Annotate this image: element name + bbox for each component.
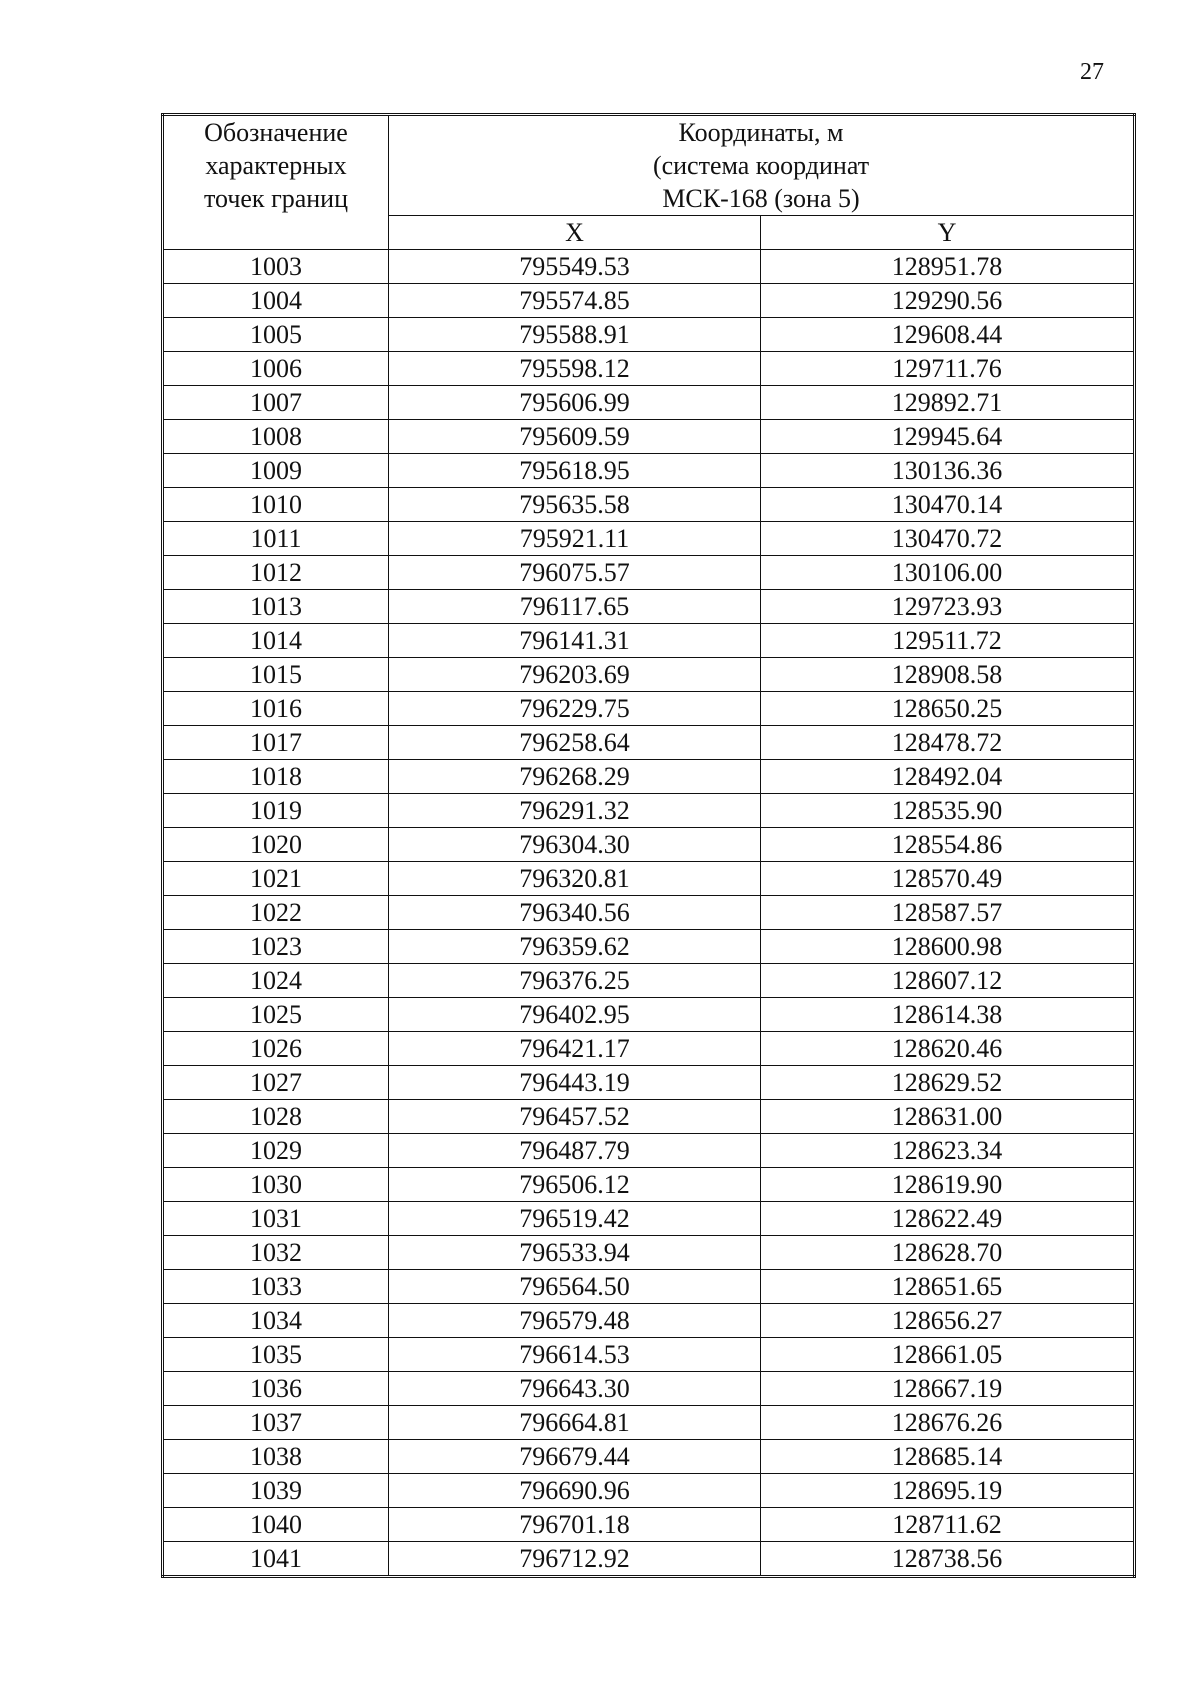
x-coordinate-cell: 796579.48 [389, 1304, 761, 1338]
table-row [163, 726, 1135, 760]
coordinates-table [161, 113, 1136, 1578]
point-cell: 1038 [163, 1440, 389, 1474]
table-row [163, 1406, 1135, 1440]
coords-header-line: (система координат [652, 151, 870, 180]
y-coordinate-cell: 128623.34 [761, 1134, 1135, 1168]
y-coordinate-cell: 128738.56 [761, 1542, 1135, 1577]
table-row [163, 352, 1135, 386]
x-coordinate-cell: 796443.19 [389, 1066, 761, 1100]
x-coordinate-cell: 795618.95 [389, 454, 761, 488]
x-coordinate-cell: 795549.53 [389, 250, 761, 284]
x-coordinate-cell: 796712.92 [389, 1542, 761, 1577]
table-row [163, 1542, 1135, 1577]
y-coordinate-cell: 129511.72 [761, 624, 1135, 658]
x-coordinate-cell: 795609.59 [389, 420, 761, 454]
table-row [163, 1440, 1135, 1474]
y-coordinate-cell: 128554.86 [761, 828, 1135, 862]
point-cell: 1039 [163, 1474, 389, 1508]
point-cell: 1006 [163, 352, 389, 386]
y-coordinate-cell: 128667.19 [761, 1372, 1135, 1406]
point-cell: 1024 [163, 964, 389, 998]
x-coordinate-cell: 796679.44 [389, 1440, 761, 1474]
x-coordinate-cell: 796304.30 [389, 828, 761, 862]
points-header-line: точек границ [203, 184, 349, 213]
x-coordinate-cell: 796291.32 [389, 794, 761, 828]
x-coordinate-cell: 796701.18 [389, 1508, 761, 1542]
point-cell: 1019 [163, 794, 389, 828]
table-row [163, 284, 1135, 318]
table-row [163, 692, 1135, 726]
point-cell: 1025 [163, 998, 389, 1032]
y-coordinate-cell: 129945.64 [761, 420, 1135, 454]
point-cell: 1021 [163, 862, 389, 896]
point-cell: 1022 [163, 896, 389, 930]
x-coordinate-cell: 796075.57 [389, 556, 761, 590]
y-coordinate-cell: 128908.58 [761, 658, 1135, 692]
y-coordinate-cell: 129723.93 [761, 590, 1135, 624]
x-coordinate-cell: 795635.58 [389, 488, 761, 522]
x-coordinate-cell: 795606.99 [389, 386, 761, 420]
x-coordinate-cell: 796117.65 [389, 590, 761, 624]
table-header [163, 115, 1135, 250]
table-row [163, 318, 1135, 352]
y-coordinate-cell: 128535.90 [761, 794, 1135, 828]
point-cell: 1003 [163, 250, 389, 284]
points-header-line: Обозначение [204, 118, 348, 147]
table-row [163, 1372, 1135, 1406]
x-coordinate-cell: 796690.96 [389, 1474, 761, 1508]
point-cell: 1032 [163, 1236, 389, 1270]
table-row [163, 964, 1135, 998]
point-cell: 1036 [163, 1372, 389, 1406]
point-cell: 1037 [163, 1406, 389, 1440]
table-row [163, 760, 1135, 794]
y-coordinate-cell: 128711.62 [761, 1508, 1135, 1542]
y-coordinate-cell: 128570.49 [761, 862, 1135, 896]
y-coordinate-cell: 130470.14 [761, 488, 1135, 522]
table-row [163, 896, 1135, 930]
page-number: 27 [1080, 59, 1104, 85]
y-coordinate-cell: 128478.72 [761, 726, 1135, 760]
x-coordinate-cell: 796376.25 [389, 964, 761, 998]
point-cell: 1009 [163, 454, 389, 488]
table-row [163, 1270, 1135, 1304]
y-coordinate-cell: 128629.52 [761, 1066, 1135, 1100]
x-coordinate-cell: 796506.12 [389, 1168, 761, 1202]
x-coordinate-cell: 795574.85 [389, 284, 761, 318]
table-row [163, 590, 1135, 624]
table-row [163, 488, 1135, 522]
y-coordinate-cell: 128651.65 [761, 1270, 1135, 1304]
x-coordinate-cell: 796564.50 [389, 1270, 761, 1304]
x-coordinate-cell: 796402.95 [389, 998, 761, 1032]
table-row [163, 1032, 1135, 1066]
x-coordinate-cell: 796487.79 [389, 1134, 761, 1168]
y-coordinate-cell: 128650.25 [761, 692, 1135, 726]
point-cell: 1007 [163, 386, 389, 420]
x-coordinate-cell: 796457.52 [389, 1100, 761, 1134]
y-coordinate-cell: 128661.05 [761, 1338, 1135, 1372]
x-coordinate-cell: 795588.91 [389, 318, 761, 352]
point-cell: 1023 [163, 930, 389, 964]
table-row [163, 1202, 1135, 1236]
x-coordinate-cell: 795921.11 [389, 522, 761, 556]
y-coordinate-cell: 128631.00 [761, 1100, 1135, 1134]
x-coordinate-cell: 796664.81 [389, 1406, 761, 1440]
y-coordinate-cell: 128628.70 [761, 1236, 1135, 1270]
table-row [163, 1168, 1135, 1202]
coordinates-column-header [389, 115, 1135, 216]
table-row [163, 1100, 1135, 1134]
y-coordinate-cell: 129711.76 [761, 352, 1135, 386]
point-cell: 1034 [163, 1304, 389, 1338]
table-row [163, 556, 1135, 590]
point-cell: 1012 [163, 556, 389, 590]
point-cell: 1016 [163, 692, 389, 726]
x-coordinate-cell: 796268.29 [389, 760, 761, 794]
y-coordinate-cell: 128600.98 [761, 930, 1135, 964]
table-row [163, 998, 1135, 1032]
table-row [163, 420, 1135, 454]
x-coordinate-cell: 796614.53 [389, 1338, 761, 1372]
x-coordinate-cell: 796519.42 [389, 1202, 761, 1236]
table-row [163, 1304, 1135, 1338]
point-cell: 1029 [163, 1134, 389, 1168]
point-cell: 1010 [163, 488, 389, 522]
y-coordinate-cell: 130106.00 [761, 556, 1135, 590]
x-coordinate-cell: 796320.81 [389, 862, 761, 896]
y-coordinate-cell: 128492.04 [761, 760, 1135, 794]
table-row [163, 1474, 1135, 1508]
point-cell: 1017 [163, 726, 389, 760]
table-row [163, 250, 1135, 284]
x-column-header: X [389, 216, 761, 250]
y-coordinate-cell: 128695.19 [761, 1474, 1135, 1508]
point-cell: 1031 [163, 1202, 389, 1236]
x-coordinate-cell: 796421.17 [389, 1032, 761, 1066]
table-row [163, 828, 1135, 862]
y-coordinate-cell: 130136.36 [761, 454, 1135, 488]
points-column-header [163, 115, 389, 250]
y-coordinate-cell: 128587.57 [761, 896, 1135, 930]
point-cell: 1030 [163, 1168, 389, 1202]
y-column-header: Y [761, 216, 1135, 250]
x-coordinate-cell: 796229.75 [389, 692, 761, 726]
table-row [163, 1338, 1135, 1372]
table-row [163, 522, 1135, 556]
table-row [163, 386, 1135, 420]
x-coordinate-cell: 796141.31 [389, 624, 761, 658]
point-cell: 1040 [163, 1508, 389, 1542]
point-cell: 1033 [163, 1270, 389, 1304]
table-row [163, 930, 1135, 964]
x-coordinate-cell: 796258.64 [389, 726, 761, 760]
points-header-line: характерных [205, 151, 347, 180]
x-coordinate-cell: 796359.62 [389, 930, 761, 964]
point-cell: 1041 [163, 1542, 389, 1577]
y-coordinate-cell: 128619.90 [761, 1168, 1135, 1202]
table-row [163, 1066, 1135, 1100]
y-coordinate-cell: 129608.44 [761, 318, 1135, 352]
x-coordinate-cell: 796340.56 [389, 896, 761, 930]
x-coordinate-cell: 796533.94 [389, 1236, 761, 1270]
point-cell: 1011 [163, 522, 389, 556]
table-row [163, 624, 1135, 658]
table-row [163, 862, 1135, 896]
y-coordinate-cell: 128685.14 [761, 1440, 1135, 1474]
point-cell: 1013 [163, 590, 389, 624]
table-row [163, 1236, 1135, 1270]
point-cell: 1026 [163, 1032, 389, 1066]
point-cell: 1005 [163, 318, 389, 352]
table-row [163, 454, 1135, 488]
point-cell: 1020 [163, 828, 389, 862]
point-cell: 1014 [163, 624, 389, 658]
point-cell: 1008 [163, 420, 389, 454]
table-row [163, 658, 1135, 692]
y-coordinate-cell: 128951.78 [761, 250, 1135, 284]
y-coordinate-cell: 129892.71 [761, 386, 1135, 420]
y-coordinate-cell: 129290.56 [761, 284, 1135, 318]
table-body [163, 250, 1135, 1577]
table-row [163, 794, 1135, 828]
point-cell: 1028 [163, 1100, 389, 1134]
point-cell: 1004 [163, 284, 389, 318]
y-coordinate-cell: 128676.26 [761, 1406, 1135, 1440]
point-cell: 1035 [163, 1338, 389, 1372]
y-coordinate-cell: 128607.12 [761, 964, 1135, 998]
coords-header-line: МСК-168 (зона 5) [662, 184, 860, 213]
x-coordinate-cell: 796643.30 [389, 1372, 761, 1406]
y-coordinate-cell: 128622.49 [761, 1202, 1135, 1236]
table-row [163, 1508, 1135, 1542]
table-row [163, 1134, 1135, 1168]
x-coordinate-cell: 796203.69 [389, 658, 761, 692]
point-cell: 1027 [163, 1066, 389, 1100]
x-coordinate-cell: 795598.12 [389, 352, 761, 386]
coords-header-line: Координаты, м [678, 118, 844, 147]
y-coordinate-cell: 130470.72 [761, 522, 1135, 556]
point-cell: 1015 [163, 658, 389, 692]
y-coordinate-cell: 128614.38 [761, 998, 1135, 1032]
y-coordinate-cell: 128656.27 [761, 1304, 1135, 1338]
point-cell: 1018 [163, 760, 389, 794]
y-coordinate-cell: 128620.46 [761, 1032, 1135, 1066]
